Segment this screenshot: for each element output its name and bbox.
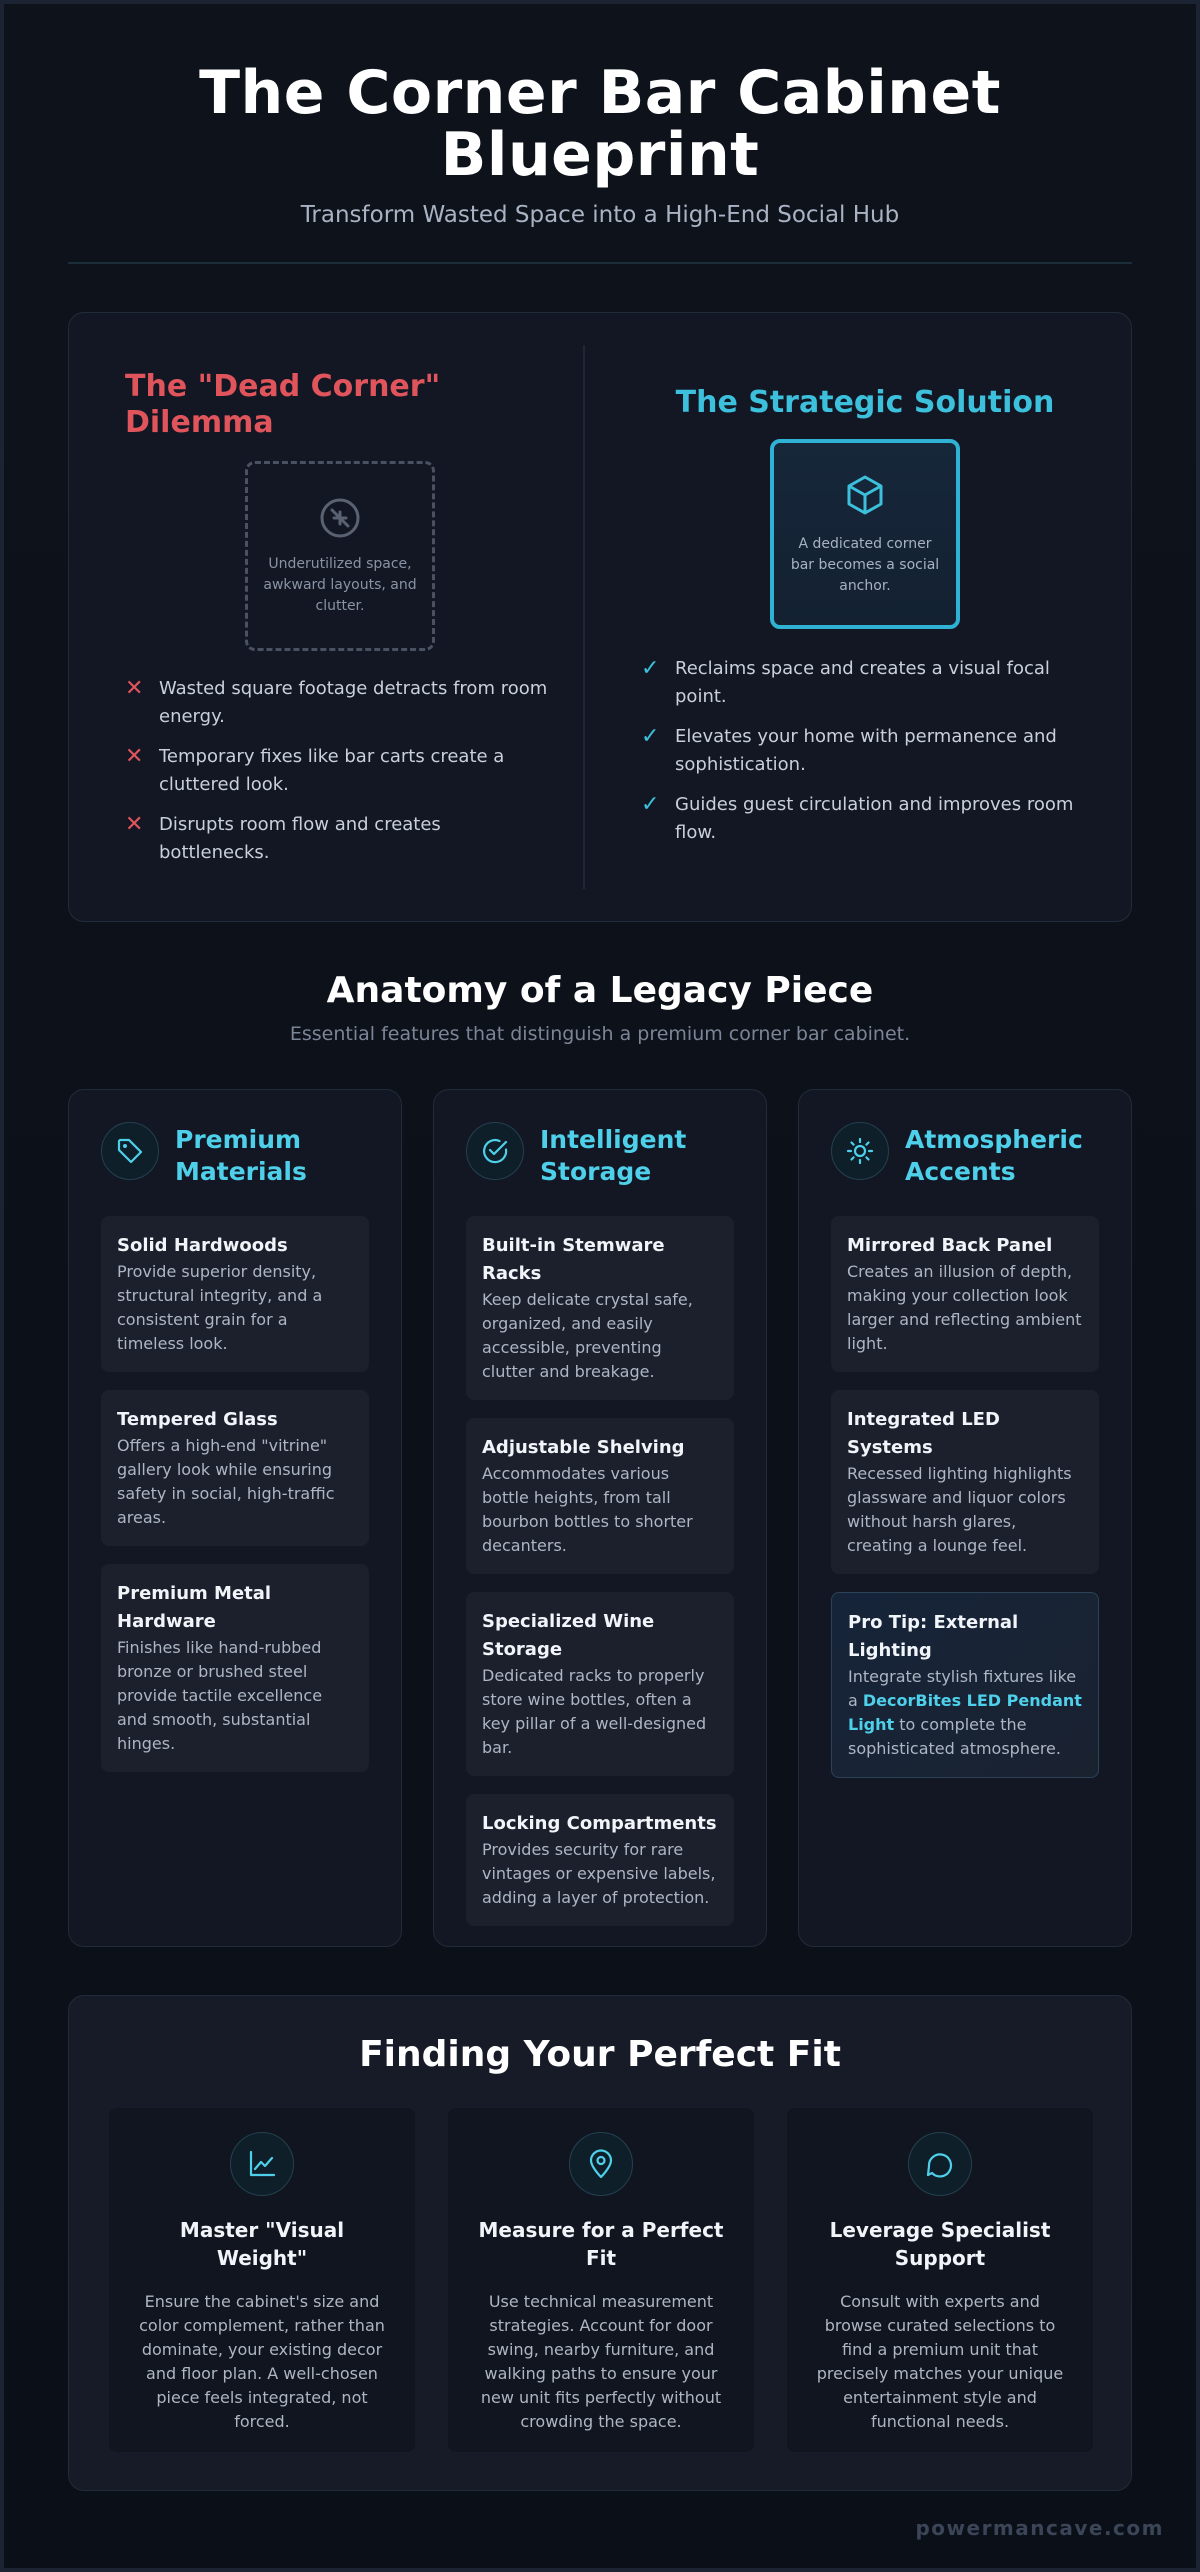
pro-tip-text: Integrate stylish fixtures like a — [848, 1667, 1077, 1710]
header-divider — [68, 262, 1132, 264]
page-subtitle: Transform Wasted Space into a High-End Social Hub — [300, 202, 900, 228]
fit-card — [448, 2108, 754, 2452]
feature-name: Premium Metal Hardware — [117, 1583, 272, 1632]
feature-name: Locking Compartments — [482, 1813, 717, 1834]
column-heading: Intelligent Storage — [540, 1125, 687, 1186]
list-item — [641, 655, 1089, 711]
footer-brand[interactable]: powermancave.com — [915, 2516, 1164, 2540]
list-item — [125, 743, 555, 799]
feature-name: Mirrored Back Panel — [847, 1235, 1053, 1256]
dead-corner-illustration — [245, 461, 435, 651]
zoom-out-icon — [318, 496, 362, 540]
feature-name: Built-in Stemware Racks — [482, 1235, 665, 1284]
check-icon: ✓ — [641, 656, 660, 681]
column-premium-materials — [68, 1089, 402, 1947]
feature-description: Offers a high-end "vitrine" gallery look while ensuring safety in social, high-traffic areas. — [117, 1436, 335, 1527]
infographic — [68, 0, 1132, 2491]
dilemma-list — [125, 675, 555, 867]
pro-tip-description — [848, 1665, 1082, 1761]
perfect-fit-section — [68, 1995, 1132, 2491]
fit-card — [787, 2108, 1093, 2452]
feature-description: Recessed lighting highlights glassware and liquor colors without harsh glares, creating a lounge feel. — [847, 1464, 1072, 1555]
fit-title: Finding Your Perfect Fit — [359, 2034, 841, 2075]
list-item-text: Disrupts room flow and creates bottlenecks. — [159, 814, 441, 863]
feature-name: Solid Hardwoods — [117, 1235, 288, 1256]
sun-icon — [831, 1122, 889, 1180]
dilemma-title: The "Dead Corner" Dilemma — [125, 369, 441, 440]
feature-description: Provides security for rare vintages or expensive labels, adding a layer of protection. — [482, 1840, 716, 1907]
dead-corner-caption: Underutilized space, awkward layouts, and clutter. — [263, 555, 417, 614]
pro-tip-text: to complete the sophisticated atmosphere. — [848, 1715, 1061, 1758]
anatomy-subtitle: Essential features that distinguish a premium corner bar cabinet. — [289, 1023, 911, 1045]
problem-solution-card — [68, 312, 1132, 922]
solution-list — [641, 655, 1089, 847]
title-line-1: The Corner Bar Cabinet — [199, 58, 1001, 128]
page-title — [68, 58, 1132, 190]
column-header — [466, 1122, 734, 1188]
check-icon: ✓ — [641, 792, 660, 817]
feature-name: Integrated LED Systems — [847, 1409, 1000, 1458]
fit-card-heading: Master "Visual Weight" — [179, 2218, 345, 2270]
fit-card — [109, 2108, 415, 2452]
column-heading: Atmospheric Accents — [905, 1125, 1083, 1186]
feature-card — [831, 1390, 1099, 1574]
feature-description: Keep delicate crystal safe, organized, and easily accessible, preventing clutter and breakage. — [482, 1290, 693, 1381]
pro-tip-title: Pro Tip: External Lighting — [848, 1612, 1019, 1661]
feature-card — [466, 1418, 734, 1574]
check-circle-icon — [466, 1122, 524, 1180]
feature-name: Tempered Glass — [117, 1409, 278, 1430]
column-intelligent-storage — [433, 1089, 767, 1947]
feature-description: Finishes like hand-rubbed bronze or brushed steel provide tactile excellence and smooth, substantial hinges. — [117, 1638, 323, 1753]
list-item-text: Elevates your home with permanence and sophistication. — [675, 726, 1057, 775]
column-heading: Premium Materials — [175, 1125, 307, 1186]
pro-tip-highlight: DecorBites LED Pendant Light — [848, 1691, 1082, 1734]
column-header — [101, 1122, 369, 1188]
hero-header — [68, 0, 1132, 264]
feature-card — [831, 1216, 1099, 1372]
solution-column — [641, 385, 1089, 859]
tag-icon — [101, 1122, 159, 1180]
feature-name: Adjustable Shelving — [482, 1437, 685, 1458]
feature-card — [101, 1564, 369, 1772]
social-anchor-caption: A dedicated corner bar becomes a social anchor. — [790, 535, 940, 594]
fit-card-description: Ensure the cabinet's size and color complement, rather than dominate, your existing decor and floor plan. A well-chosen piece feels integrated, not forced. — [139, 2292, 385, 2431]
x-icon: ✕ — [125, 676, 144, 701]
check-icon: ✓ — [641, 724, 660, 749]
column-atmospheric-accents — [798, 1089, 1132, 1947]
list-item — [641, 791, 1089, 847]
title-line-2: Blueprint — [440, 120, 760, 190]
feature-card — [101, 1216, 369, 1372]
pro-tip-card — [831, 1592, 1099, 1778]
x-icon: ✕ — [125, 812, 144, 837]
chat-bubble-icon — [908, 2132, 972, 2196]
feature-card — [466, 1794, 734, 1926]
list-item-text: Guides guest circulation and improves room flow. — [675, 794, 1074, 843]
list-item-text: Wasted square footage detracts from room energy. — [159, 678, 548, 727]
feature-description: Dedicated racks to properly store wine bottles, often a key pillar of a well-designed bar. — [482, 1666, 707, 1757]
map-pin-icon — [569, 2132, 633, 2196]
column-divider — [583, 345, 585, 889]
x-icon: ✕ — [125, 744, 144, 769]
feature-name: Specialized Wine Storage — [482, 1611, 655, 1660]
line-chart-icon — [230, 2132, 294, 2196]
solution-title: The Strategic Solution — [675, 385, 1055, 420]
list-item-text: Reclaims space and creates a visual focal point. — [675, 658, 1050, 707]
cube-icon — [842, 472, 888, 518]
list-item-text: Temporary fixes like bar carts create a cluttered look. — [159, 746, 505, 795]
fit-card-heading: Leverage Specialist Support — [829, 2218, 1051, 2270]
feature-card — [101, 1390, 369, 1546]
feature-card — [466, 1216, 734, 1400]
list-item — [125, 675, 555, 731]
fit-card-heading: Measure for a Perfect Fit — [478, 2218, 724, 2270]
feature-card — [466, 1592, 734, 1776]
feature-description: Accommodates various bottle heights, from tall bourbon bottles to shorter decanters. — [482, 1464, 693, 1555]
anatomy-title: Anatomy of a Legacy Piece — [326, 970, 874, 1011]
column-header — [831, 1122, 1099, 1188]
dilemma-column — [125, 369, 555, 879]
anatomy-columns — [68, 1089, 1132, 1947]
feature-description: Creates an illusion of depth, making your collection look larger and reflecting ambient light. — [847, 1262, 1082, 1353]
list-item — [125, 811, 555, 867]
fit-card-description: Consult with experts and browse curated selections to find a premium unit that precisely matches your unique entertainment style and functional needs. — [816, 2292, 1064, 2431]
list-item — [641, 723, 1089, 779]
social-anchor-illustration — [770, 439, 960, 629]
fit-card-description: Use technical measurement strategies. Account for door swing, nearby furniture, and walking paths to ensure your new unit fits perfectly without crowding the space. — [480, 2292, 722, 2431]
feature-description: Provide superior density, structural integrity, and a consistent grain for a timeless look. — [117, 1262, 323, 1353]
